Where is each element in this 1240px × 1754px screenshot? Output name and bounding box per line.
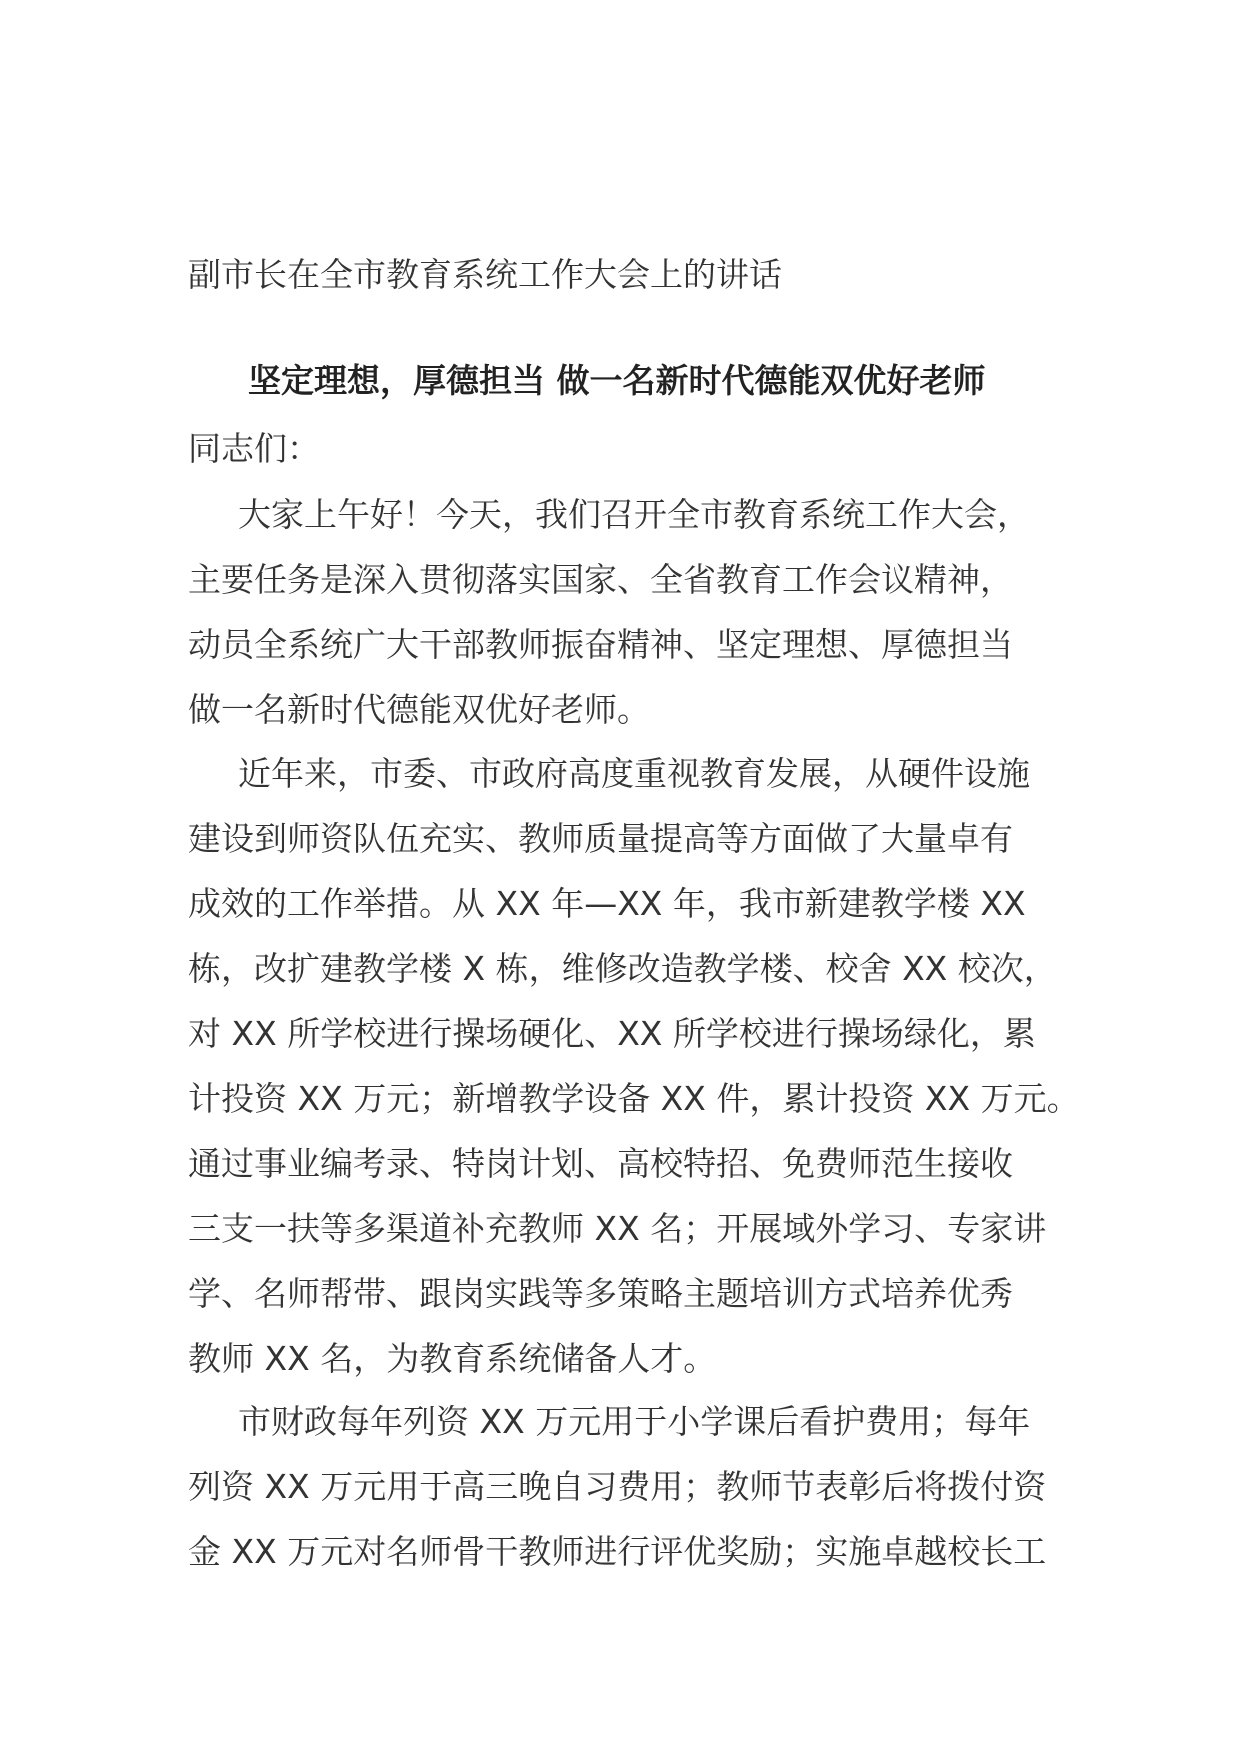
speech-subtitle: 坚定理想，厚德担当 做一名新时代德能双优好老师 <box>248 361 986 400</box>
paragraph-line: 主要任务是深入贯彻落实国家、全省教育工作会议精神， <box>188 560 1013 599</box>
paragraph-line: 三支一扶等多渠道补充教师 XX 名；开展域外学习、专家讲 <box>188 1209 1047 1248</box>
paragraph-line: 对 XX 所学校进行操场硬化、XX 所学校进行操场绿化，累 <box>188 1014 1036 1053</box>
paragraph-opening <box>188 482 1064 742</box>
paragraph-line: 动员全系统广大干部教师振奋精神、坚定理想、厚德担当 <box>188 625 1013 664</box>
paragraph-line: 成效的工作举措。从 XX 年—XX 年，我市新建教学楼 XX <box>188 884 1026 923</box>
paragraph-line: 学、名师帮带、跟岗实践等多策略主题培训方式培养优秀 <box>188 1274 1013 1313</box>
paragraph-line: 计投资 XX 万元；新增教学设备 XX 件，累计投资 XX 万元。 <box>188 1079 1080 1118</box>
paragraph-line: 近年来，市委、市政府高度重视教育发展，从硬件设施 <box>238 754 1030 793</box>
paragraph-line: 栋，改扩建教学楼 X 栋，维修改造教学楼、校舍 XX 校次， <box>188 949 1057 988</box>
paragraph-line: 通过事业编考录、特岗计划、高校特招、免费师范生接收 <box>188 1144 1013 1183</box>
paragraph-achievements <box>188 741 1080 1391</box>
paragraph-line: 列资 XX 万元用于高三晚自习费用；教师节表彰后将拨付资 <box>188 1467 1047 1506</box>
paragraph-line: 市财政每年列资 XX 万元用于小学课后看护费用；每年 <box>238 1402 1031 1441</box>
paragraph-line: 教师 XX 名，为教育系统储备人才。 <box>188 1339 717 1378</box>
paragraph-line: 做一名新时代德能双优好老师。 <box>188 690 650 729</box>
salutation: 同志们： <box>188 429 320 468</box>
paragraph-funding <box>188 1389 1064 1584</box>
paragraph-line: 金 XX 万元对名师骨干教师进行评优奖励；实施卓越校长工 <box>188 1532 1047 1571</box>
document-title: 副市长在全市教育系统工作大会上的讲话 <box>188 255 782 294</box>
paragraph-line: 大家上午好！今天，我们召开全市教育系统工作大会， <box>238 495 1030 534</box>
paragraph-line: 建设到师资队伍充实、教师质量提高等方面做了大量卓有 <box>188 819 1013 858</box>
